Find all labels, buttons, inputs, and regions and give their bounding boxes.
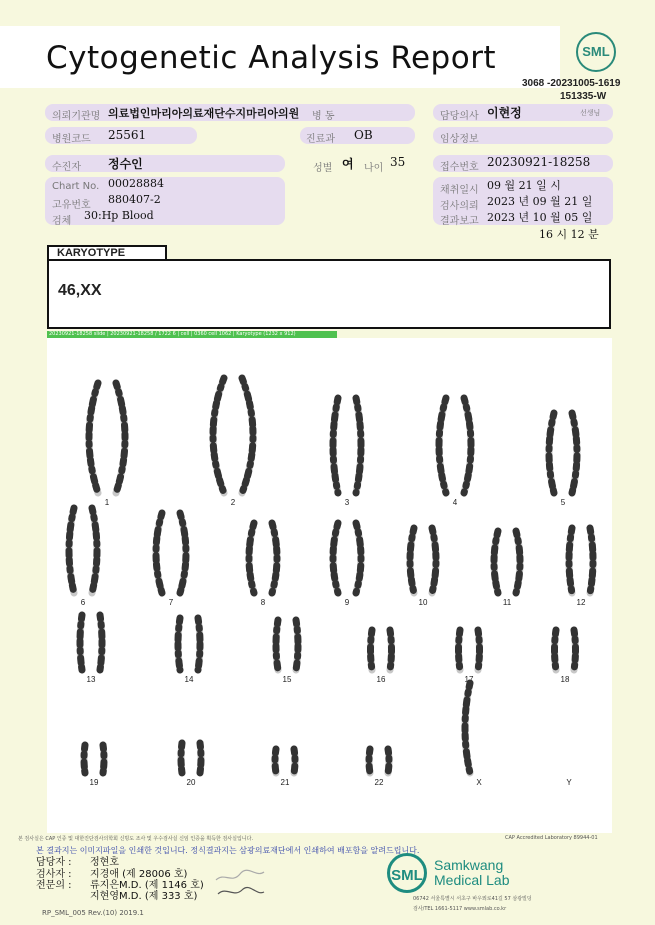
chromosome-3-2 [356,398,361,493]
chromosome-11-1 [494,531,498,593]
chromosome-2-1 [213,378,224,493]
lab-name [434,858,510,888]
chromosome-number-label: 2 [230,498,236,507]
chromosome-number-label: 11 [502,598,512,607]
printout-notice: 본 결과지는 이미지파일을 인쇄한 것입니다. 정식결과지는 삼광의료재단에서 인쇄하여 배포함을 알려드립니다. [36,846,420,855]
chromosome-number-label: 19 [89,778,99,787]
id-value: 880407-2 [108,193,161,206]
chromosome-17-1 [459,630,461,670]
chromosome-number-label: 14 [184,675,194,684]
staff-name: 정현호 [90,857,119,868]
result-label: 결과보고 [440,216,479,227]
chromosome-14-2 [198,618,200,670]
chromosome-11-2 [516,531,520,593]
specimen-value: 30:Hp Blood [84,209,154,222]
id-label: 고유번호 [52,200,91,211]
chromosome-14-1 [178,618,180,670]
hospital-code-value: 25561 [108,128,147,142]
staff-name: 지경애 (제 28006 호) [90,869,188,880]
chromosome-number-label: 7 [168,598,174,607]
institution-value: 의료법인마리아의료재단수지마리아의원 [108,107,300,120]
chromosome-number-label: 22 [374,778,384,787]
chromosome-13-2 [100,615,102,670]
karyotype-box [47,259,611,329]
lab-address: 06742 서울특별시 서초구 바우뫼로41길 57 삼광빌딩 [413,896,532,902]
chromosome-16-2 [390,630,392,670]
chromosome-10-2 [432,528,436,593]
chromosome-5-1 [549,413,554,493]
report-title: Cytogenetic Analysis Report [46,40,497,76]
chromosome-7-1 [156,513,162,593]
chromosome-17-2 [478,630,480,670]
chromosome-13-1 [80,615,82,670]
staff-role: 전문의 : [36,880,72,891]
chromosome-number-label: 20 [186,778,196,787]
patient-label: 수진자 [52,162,81,173]
chart-value: 00028884 [108,177,164,190]
doctor-suffix: 선생님 [580,109,601,117]
staff-role: 담당자 : [36,857,72,868]
chromosome-15-2 [296,620,298,670]
chromosome-4-2 [464,398,471,493]
collect-label: 채취일시 [440,185,479,196]
chromosome-number-label: 6 [80,598,86,607]
chromosome-number-label: 18 [560,675,570,684]
samkwang-logo: SML [387,853,427,893]
chromosome-10-1 [410,528,414,593]
chromosome-20-2 [200,743,201,773]
chromosome-4-1 [439,398,446,493]
specimen-label: 검체 [52,216,72,227]
ward-label: 병 동 [312,111,335,122]
chromosome-15-1 [276,620,278,670]
hospital-code-label: 병원코드 [52,134,91,145]
age-value: 35 [390,155,406,169]
chromosome-number-label: 10 [418,598,428,607]
staff-name: 지현영M.D. (제 333 호) [90,891,198,902]
chromosome-number-label: 12 [576,598,586,607]
cap-note: CAP Accredited Laboratory 89944-01 [505,835,598,841]
chromosome-number-label: 9 [344,598,350,607]
chromosome-18-2 [574,630,576,670]
sex-label: 성별 [313,163,333,174]
chromosome-number-label: 15 [282,675,292,684]
patient-row [45,155,285,172]
receipt-label: 접수번호 [440,162,479,173]
karyotype-label: KARYOTYPE [47,245,167,259]
doctor-value: 이현정 [487,106,522,120]
chromosome-number-label: 4 [452,498,458,507]
karyogram-svg [47,338,612,833]
ref-number-line2: 151335-W [560,91,607,102]
chromosome-22-1 [369,749,370,773]
sml-logo: SML [576,32,616,72]
chromosome-1-2 [116,383,125,493]
chromosome-number-label: X [476,778,482,787]
lab-name-line1: Samkwang [434,857,504,873]
accreditation-fine-print: 본 검사실은 CAP 인증 및 대한진단검사의학회 신빙도 조사 및 우수검사실 신임 인증을 획득한 검사실입니다. [18,836,254,842]
chromosome-12-2 [590,528,593,593]
chromosome-3-1 [333,398,338,493]
chromosome-8-2 [272,523,277,593]
institution-label: 의뢰기관명 [52,111,101,122]
lab-contact: 검사/TEL 1661-5117 www.smlab.co.kr [413,906,507,912]
age-label: 나이 [364,163,384,174]
chromosome-number-label: 8 [260,598,266,607]
result-time: 16 시 12 분 [539,228,599,241]
chromosome-7-2 [180,513,186,593]
staff-role: 검사자 : [36,869,72,880]
chromosome-X [465,683,470,773]
chromosome-5-2 [572,413,577,493]
chromosome-number-label: 13 [86,675,96,684]
receipt-value: 20230921-18258 [487,155,591,169]
chromosome-12-1 [569,528,572,593]
chromosome-22-2 [388,749,389,773]
chromosome-9-2 [356,523,361,593]
karyogram-image [47,338,612,833]
chromosome-number-label: 17 [464,675,474,684]
dept-label: 진료과 [306,134,335,145]
chromosome-number-label: 3 [344,498,350,507]
sex-value: 여 [342,157,354,171]
chromosome-9-1 [333,523,338,593]
staff-name: 류지은M.D. (제 1146 호) [90,880,204,891]
collect-value: 09 월 21 일 시 [487,179,561,192]
chromosome-number-label: 21 [280,778,290,787]
chromosome-2-2 [242,378,253,493]
chromosome-18-1 [555,630,557,670]
signature-scribble [212,866,268,902]
chromosome-number-label: 16 [376,675,386,684]
request-label: 검사의뢰 [440,201,479,212]
chromosome-number-label: Y [566,778,572,787]
chart-label: Chart No. [52,181,100,192]
doctor-label: 담당의사 [440,111,479,122]
karyotype-value: 46,XX [58,282,102,299]
chromosome-6-1 [69,508,74,593]
chromosome-19-1 [84,745,85,773]
dept-value: OB [354,128,373,142]
chromosome-19-2 [103,745,104,773]
result-value: 2023 년 10 월 05 일 [487,211,593,224]
request-value: 2023 년 09 월 21 일 [487,195,593,208]
chromosome-number-label: 1 [104,498,110,507]
chromosome-6-2 [92,508,97,593]
chromosome-21-1 [275,749,276,773]
chromosome-8-1 [249,523,254,593]
chromosome-1-1 [89,383,98,493]
image-info-strip: 20230921-18258 slide | 20230921-18258 / 1722 6 | cell | 0360 cell 1062 | Karyotype (1232 x 912) [47,331,337,338]
chromosome-21-2 [294,749,295,773]
clinical-label: 임상정보 [440,134,479,145]
patient-value: 정수인 [108,157,143,171]
chromosome-16-1 [371,630,373,670]
form-code: RP_SML_005 Rev.(10) 2019.1 [42,909,144,917]
ref-number-line1: 3068 -20231005-1619 [522,78,621,89]
lab-name-line2: Medical Lab [434,872,510,888]
chromosome-number-label: 5 [560,498,566,507]
chromosome-20-1 [181,743,182,773]
